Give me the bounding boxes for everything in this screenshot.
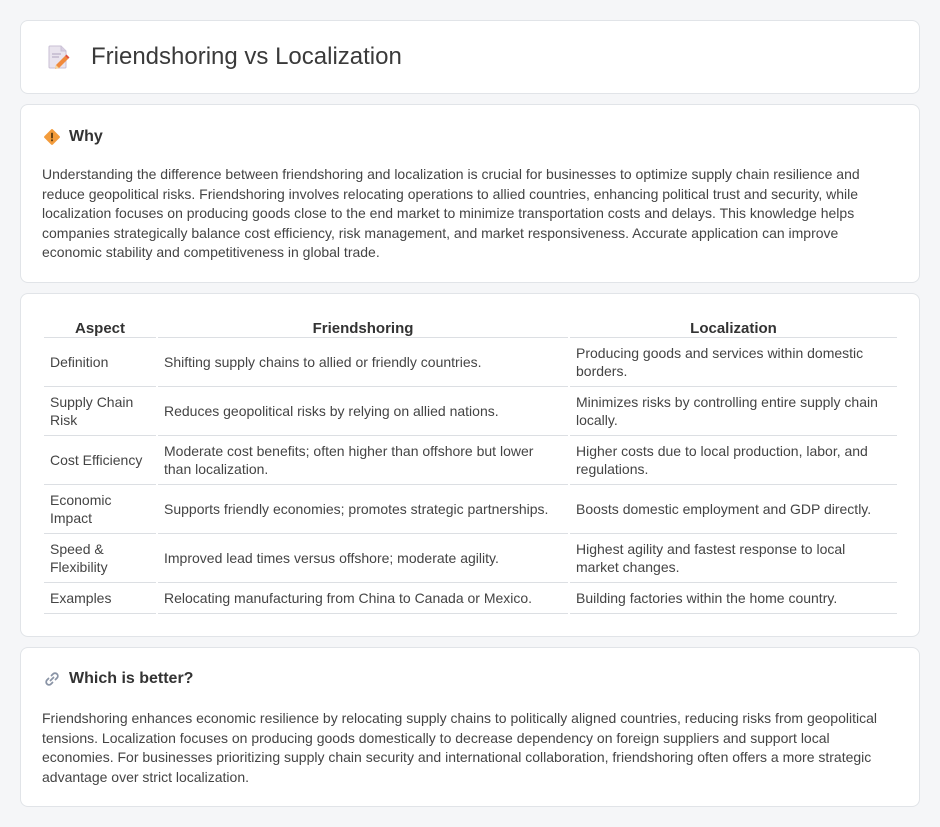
friendshoring-cell: Improved lead times versus offshore; moderate agility. — [158, 534, 568, 583]
localization-cell: Producing goods and services within domestic borders. — [570, 338, 897, 387]
column-header-friendshoring: Friendshoring — [158, 314, 568, 338]
why-heading-row — [43, 128, 103, 146]
table-header-row — [44, 314, 897, 338]
diamond-warning-icon — [43, 128, 61, 146]
better-text: Friendshoring enhances economic resilience by relocating supply chains to politically aligned countries, reducing risks from geopolitical tensions. Localization focuses on producing goods domestically to decrease dependency on foreign suppliers and support local economies. For businesses prioritizing supply chain security and international collaboration, friendshoring often offers a more strategic advantage over strict localization. — [42, 710, 877, 785]
why-heading: Why — [69, 128, 103, 145]
better-heading: Which is better? — [69, 670, 194, 687]
which-is-better-section — [20, 647, 920, 807]
comparison-table — [42, 314, 899, 614]
link-icon — [43, 670, 61, 688]
friendshoring-cell: Shifting supply chains to allied or friendly countries. — [158, 338, 568, 387]
header-card — [20, 20, 920, 94]
why-section — [20, 104, 920, 283]
table-row — [44, 485, 897, 534]
table-row — [44, 583, 897, 614]
localization-cell: Highest agility and fastest response to local market changes. — [570, 534, 897, 583]
friendshoring-cell: Moderate cost benefits; often higher than offshore but lower than localization. — [158, 436, 568, 485]
table-row — [44, 534, 897, 583]
table-row — [44, 338, 897, 387]
friendshoring-cell: Relocating manufacturing from China to Canada or Mexico. — [158, 583, 568, 614]
aspect-cell: Definition — [44, 338, 156, 387]
column-header-aspect: Aspect — [44, 314, 156, 338]
localization-cell: Higher costs due to local production, labor, and regulations. — [570, 436, 897, 485]
aspect-cell: Examples — [44, 583, 156, 614]
why-text: Understanding the difference between friendshoring and localization is crucial for businesses to optimize supply chain resilience and reduce geopolitical risks. Friendshoring involves relocating operations to allied countries, enhancing political trust and security, while localization focuses on producing goods close to the end market to minimize transportation costs and delays. This knowledge helps companies strategically balance cost efficiency, risk management, and market responsiveness. Accurate application can improve economic stability and competitiveness in global trade. — [42, 166, 860, 261]
friendshoring-cell: Supports friendly economies; promotes strategic partnerships. — [158, 485, 568, 534]
localization-cell: Minimizes risks by controlling entire supply chain locally. — [570, 387, 897, 436]
aspect-cell: Speed & Flexibility — [44, 534, 156, 583]
document-pencil-icon — [47, 44, 71, 70]
friendshoring-cell: Reduces geopolitical risks by relying on allied nations. — [158, 387, 568, 436]
aspect-cell: Cost Efficiency — [44, 436, 156, 485]
table-row — [44, 436, 897, 485]
better-heading-row — [43, 670, 193, 688]
page-title: Friendshoring vs Localization — [91, 43, 402, 70]
aspect-cell: Economic Impact — [44, 485, 156, 534]
comparison-table-card — [20, 293, 920, 637]
aspect-cell: Supply Chain Risk — [44, 387, 156, 436]
localization-cell: Boosts domestic employment and GDP directly. — [570, 485, 897, 534]
table-row — [44, 387, 897, 436]
localization-cell: Building factories within the home country. — [570, 583, 897, 614]
column-header-localization: Localization — [570, 314, 897, 338]
